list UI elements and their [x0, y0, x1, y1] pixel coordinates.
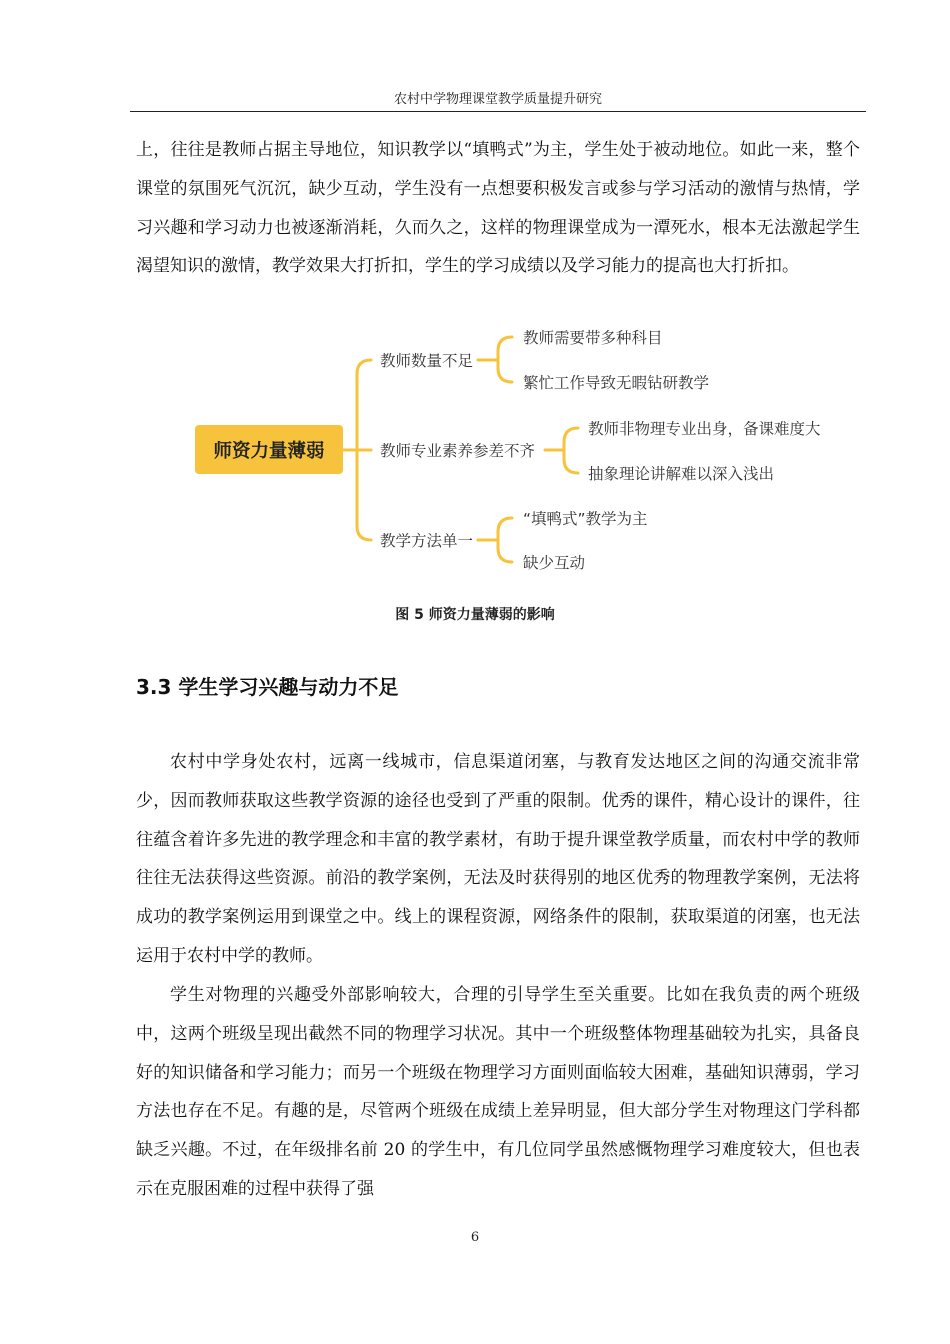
body-paragraph-2: 农村中学身处农村，远离一线城市，信息渠道闭塞，与教育发达地区之间的沟通交流非常少，因而教师获取这些教学资源的途径也受到了严重的限制。优秀的课件，精心设计的课件，往往蕴含着许多先进的教学理念和丰富的教学素材，有助于提升课堂教学质量，而农村中学的教师往往无法获得这些资源。前沿的教学案例，无法及时获得别的地区优秀的物理教学案例，无法将成功的教学案例运用到课堂之中。线上的课程资源，网络条件的限制，获取渠道的闭塞，也无法运用于农村中学的教师。 [136, 752, 860, 966]
page-header: 农村中学物理课堂教学质量提升研究 [393, 92, 602, 107]
mind-map-branch-3: 教学方法单一 [380, 532, 474, 550]
mind-map-leaf-3-2: 缺少互动 [523, 554, 586, 572]
connector-branch-3-bracket [498, 518, 512, 562]
mind-map-root-node: 师资力量薄弱 [195, 425, 343, 474]
body-paragraph-3: 学生对物理的兴趣受外部影响较大，合理的引导学生至关重要。比如在我负责的两个班级中，这两个班级呈现出截然不同的物理学习状况。其中一个班级整体物理基础较为扎实，具备良好的知识储备和学习能力；而另一个班级在物理学习方面则面临较大困难，基础知识薄弱，学习方法也存在不足。有趣的是，尽管两个班级在成绩上差异明显，但大部分学生对物理这门学科都缺乏兴趣。不过，在年级排名前 20 的学生中，有几位同学虽然感慨物理学习难度较大，但也表示在克服困难的过程中获得了强 [136, 985, 860, 1199]
mind-map-connectors [0, 0, 950, 600]
mind-map-leaf-1-1: 教师需要带多种科目 [523, 329, 663, 347]
mind-map-leaf-2-2: 抽象理论讲解难以深入浅出 [588, 465, 775, 483]
body-paragraph-1: 上，往往是教师占据主导地位，知识教学以“填鸭式”为主，学生处于被动地位。如此一来，整个课堂的氛围死气沉沉，缺少互动，学生没有一点想要积极发言或参与学习活动的激情与热情，学习兴趣和学习动力也被逐渐消耗，久而久之，这样的物理课堂成为一潭死水，根本无法激起学生渴望知识的激情，教学效果大打折扣，学生的学习成绩以及学习能力的提高也大打折扣。 [136, 140, 860, 277]
mind-map-branch-2: 教师专业素养参差不齐 [380, 442, 536, 460]
mind-map-leaf-2-1: 教师非物理专业出身，备课难度大 [588, 420, 821, 438]
mind-map-figure [0, 0, 950, 600]
connector-branch-2-bracket [564, 428, 578, 473]
page-number: 6 [470, 1230, 480, 1245]
mind-map-branch-1: 教师数量不足 [380, 352, 474, 370]
figure-caption: 图 5 师资力量薄弱的影响 [395, 607, 555, 623]
mind-map-leaf-1-2: 繁忙工作导致无暇钻研教学 [523, 374, 710, 392]
mind-map-leaf-3-1: “填鸭式”教学为主 [523, 510, 648, 528]
connector-branch-1-bracket [498, 337, 512, 382]
section-heading: 3.3 学生学习兴趣与动力不足 [136, 675, 399, 699]
